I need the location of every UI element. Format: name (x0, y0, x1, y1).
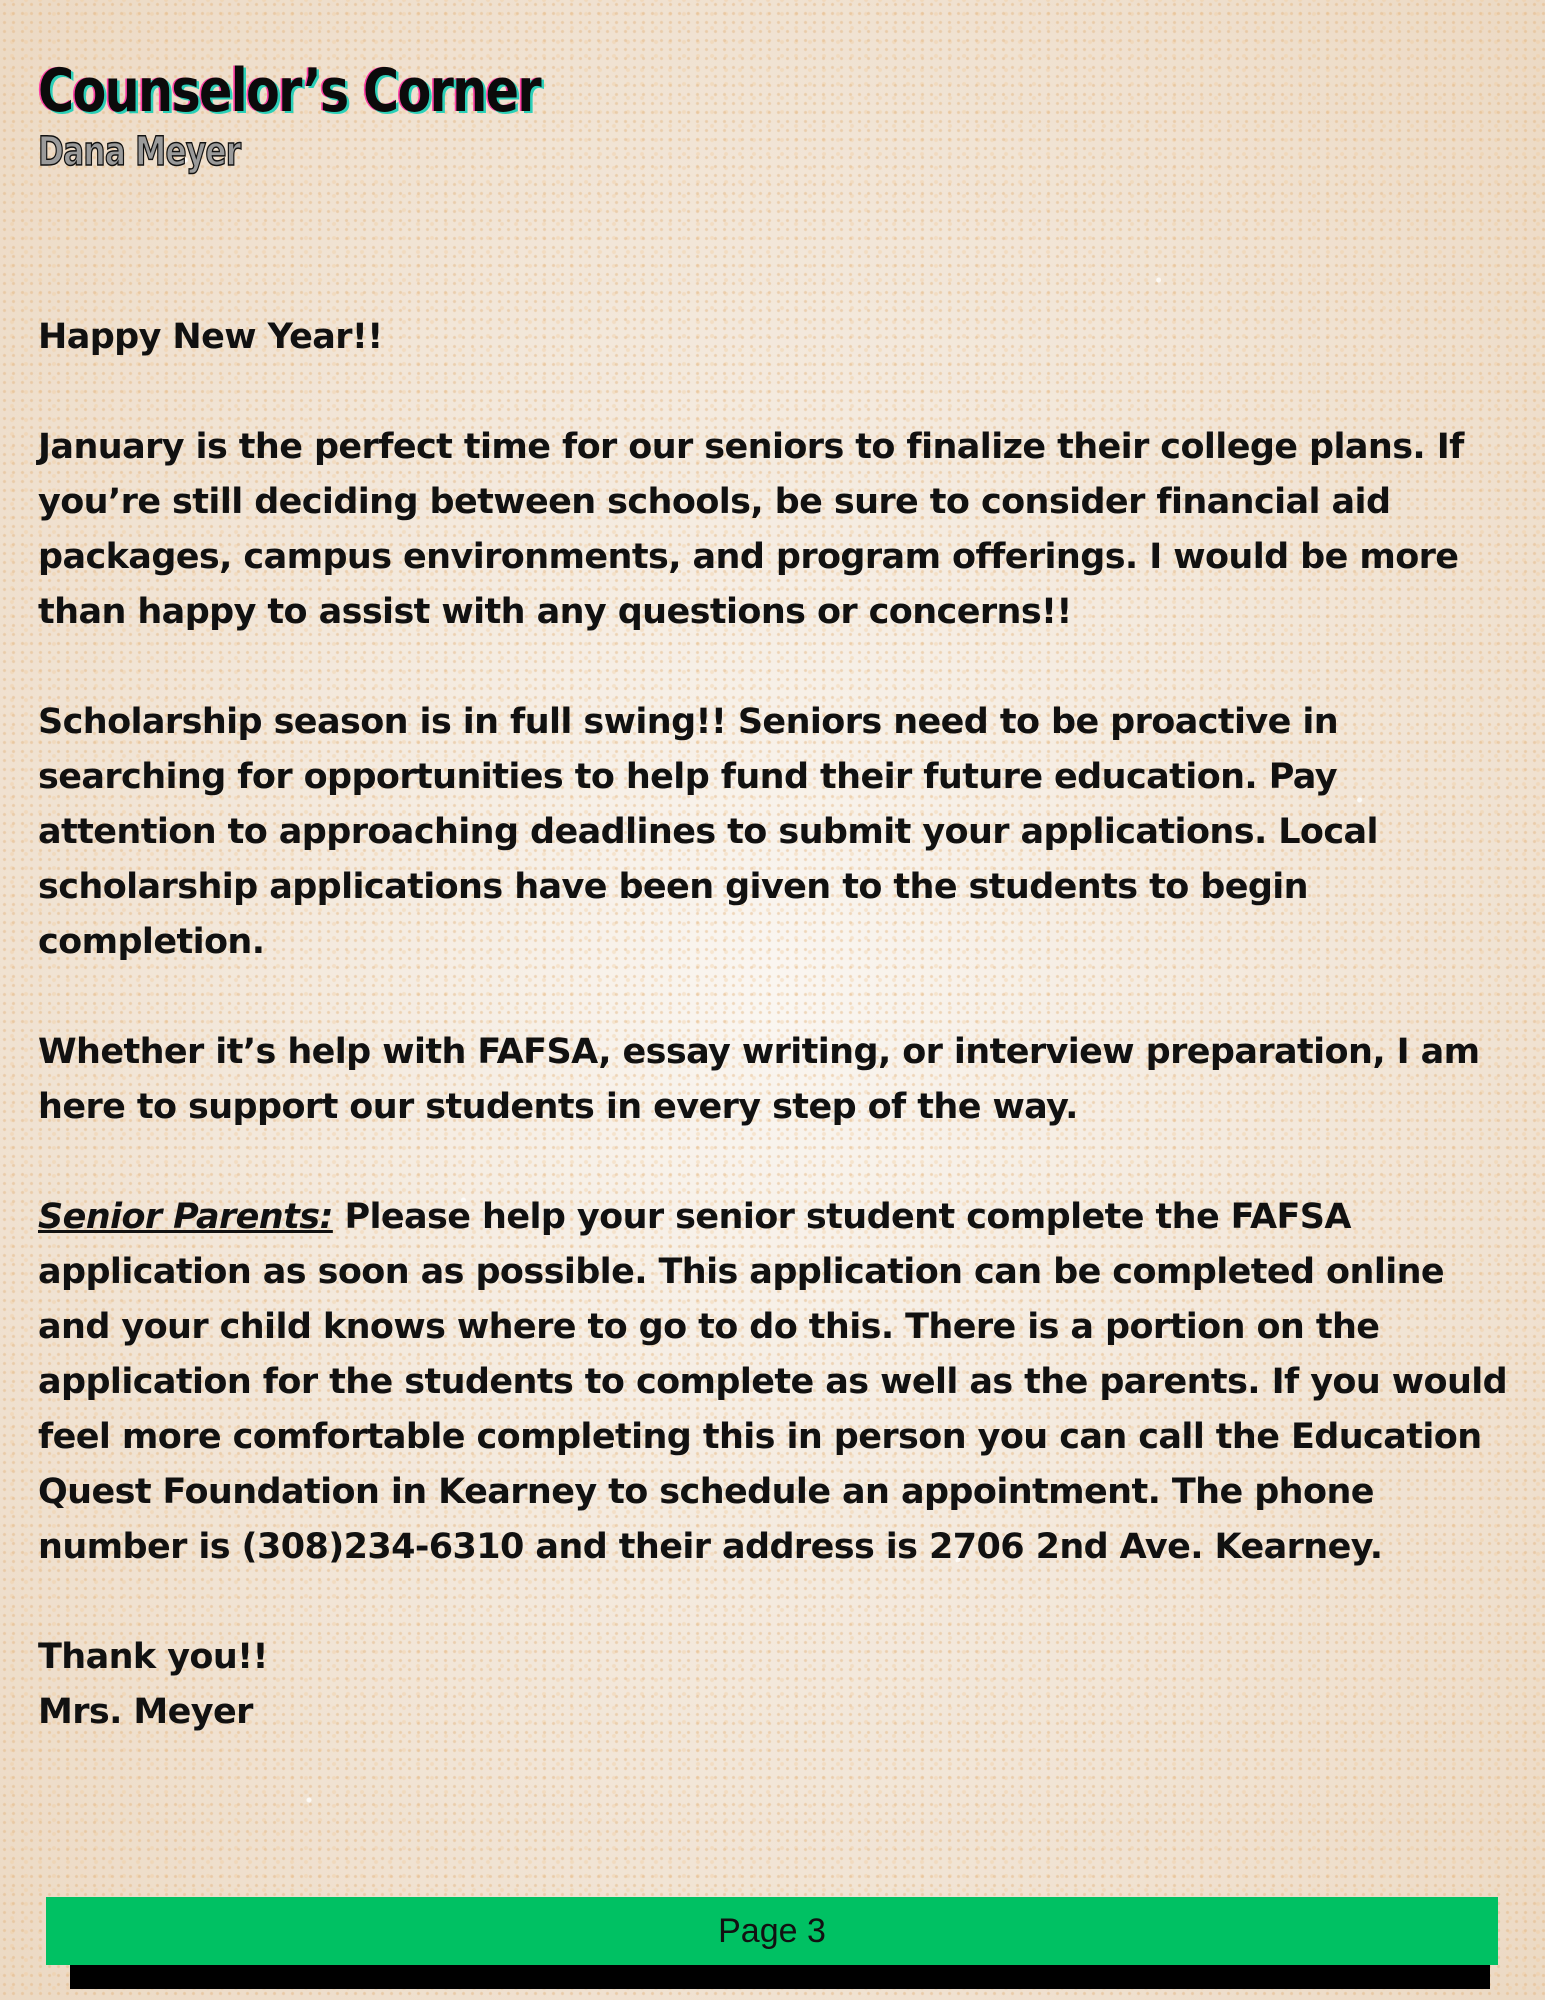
author-name: Dana Meyer (38, 129, 241, 175)
paragraph-senior-parents (38, 1190, 1508, 1575)
closing-block (38, 1630, 1508, 1740)
greeting: Happy New Year!! (38, 317, 383, 357)
page-title: Counselor’s Corner (38, 56, 541, 126)
footer-bar (46, 1897, 1498, 1965)
senior-parents-text: Please help your senior student complete the FAFSA application as soon as possible. This application can be completed online and your child knows where to go to do this. There is a portion on the application for the students to complete as well as the parents. If you would feel more comfortable completing this in person you can call the Education Quest Foundation in Kearney to schedule an appointment. The phone number is (308)234-6310 and their address is 2706 2nd Ave. Kearney. (38, 1197, 1508, 1567)
paragraph-college-plans: January is the perfect time for our seniors to finalize their college plans. If you’re still deciding between schools, be sure to consider financial aid packages, campus environments, and program offerings. I would be more than happy to assist with any questions or concerns!! (38, 427, 1464, 632)
senior-parents-label: Senior Parents: (38, 1197, 333, 1237)
paragraph-scholarships: Scholarship season is in full swing!! Seniors need to be proactive in searching for opportunities to help fund their future education. Pay attention to approaching deadlines to submit your applications. Local scholarship applications have been given to the students to begin completion. (38, 702, 1378, 962)
closing-line: Thank you!! (38, 1637, 268, 1677)
header (38, 58, 650, 174)
paragraph-support: Whether it’s help with FAFSA, essay writing, or interview preparation, I am here to support our students in every step of the way. (38, 1032, 1480, 1127)
page-number: Page 3 (718, 1911, 826, 1950)
signature: Mrs. Meyer (38, 1692, 253, 1732)
letter-body (38, 310, 1508, 1740)
